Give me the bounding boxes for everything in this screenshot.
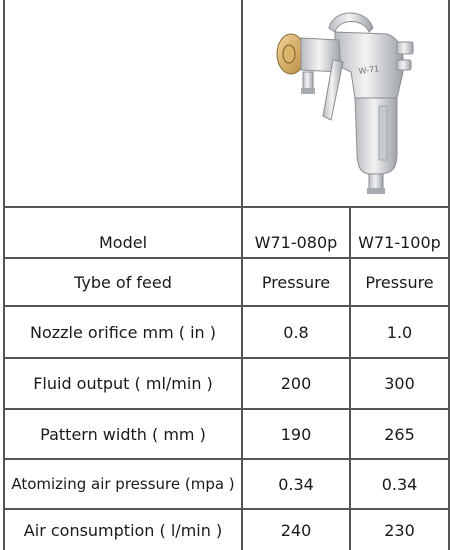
row-label-nozzle: Nozzle orifice mm ( in ) bbox=[29, 322, 217, 342]
row-value-b: 265 bbox=[384, 424, 415, 444]
header-model: Model bbox=[98, 233, 148, 252]
row-value-a: 240 bbox=[280, 520, 312, 540]
spec-table bbox=[3, 0, 450, 550]
spray-gun-photo bbox=[247, 2, 447, 200]
spray-gun-icon bbox=[247, 2, 447, 200]
row-value-a: 0.8 bbox=[283, 322, 309, 342]
row-value-a: 200 bbox=[280, 374, 312, 393]
row-label-fluid: Fluid output ( ml/min ) bbox=[33, 374, 213, 393]
row-label-air-pressure: Atomizing air pressure (mpa ) bbox=[11, 475, 235, 493]
row-value-b: Pressure bbox=[365, 272, 434, 292]
header-model-a: W71-080p bbox=[254, 233, 338, 252]
row-label-pattern: Pattern width ( mm ) bbox=[40, 424, 206, 444]
row-value-b: 1.0 bbox=[386, 322, 413, 342]
row-value-b: 300 bbox=[384, 374, 415, 393]
row-value-a: Pressure bbox=[261, 272, 331, 292]
header-model-b: W71-100p bbox=[358, 233, 441, 252]
row-value-a: 190 bbox=[280, 424, 312, 444]
row-label-feed: Tybe of feed bbox=[74, 272, 172, 292]
row-label-air-consumption: Air consumption ( l/min ) bbox=[23, 520, 223, 540]
engraving-label: W-71 bbox=[358, 64, 380, 76]
row-value-b: 0.34 bbox=[381, 474, 418, 494]
row-value-a: 0.34 bbox=[278, 474, 314, 494]
row-value-b: 230 bbox=[384, 520, 415, 540]
